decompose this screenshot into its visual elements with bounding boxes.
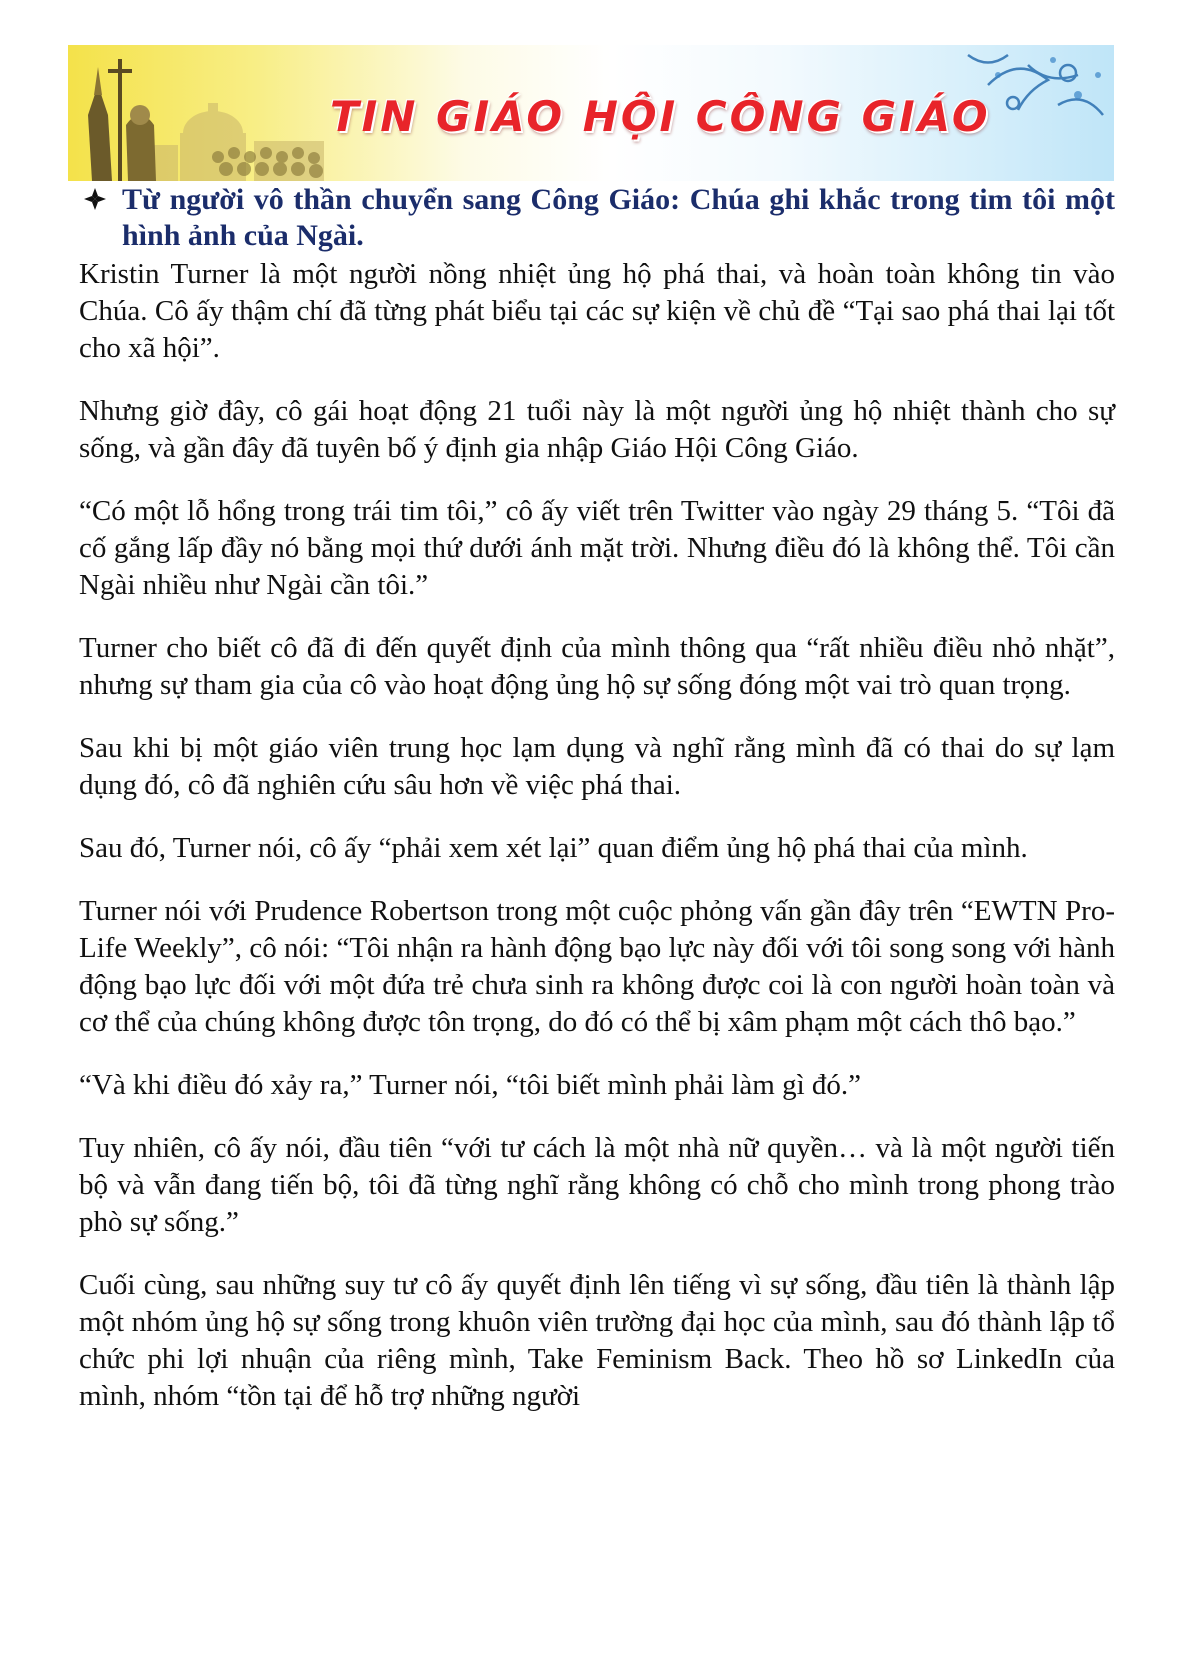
paragraph-2: Nhưng giờ đây, cô gái hoạt động 21 tuổi này là một người ủng hộ nhiệt thành cho sự sống, và gần đây đã tuyên bố ý định gia nhập Giáo Hội Công Giáo. bbox=[79, 395, 1115, 464]
diamond-flower-bullet-icon bbox=[83, 187, 107, 211]
paragraph-1: Kristin Turner là một người nồng nhiệt ủng hộ phá thai, và hoàn toàn không tin vào Chúa. Cô ấy thậm chí đã từng phát biểu tại các sự kiện về chủ đề “Tại sao phá thai lại tốt cho xã hội”. bbox=[79, 258, 1115, 364]
paragraph-10: Cuối cùng, sau những suy tư cô ấy quyết định lên tiếng vì sự sống, đầu tiên là thành lập một nhóm ủng hộ sự sống trong khuôn viên trường đại học của mình, sau đó thành lập tổ chức phi lợi nhuận của riêng mình, Take Feminism Back. Theo hồ sơ LinkedIn của mình, nhóm “tồn tại để hỗ trợ những người bbox=[79, 1269, 1115, 1412]
article bbox=[79, 182, 1115, 1441]
paragraph-6: Sau đó, Turner nói, cô ấy “phải xem xét lại” quan điểm ủng hộ phá thai của mình. bbox=[79, 832, 1028, 864]
paragraph-9: Tuy nhiên, cô ấy nói, đầu tiên “với tư cách là một nhà nữ quyền… và là một người tiến bộ và vẫn đang tiến bộ, tôi đã từng nghĩ rằng không có chỗ cho mình trong phong trào phò sự sống.” bbox=[79, 1132, 1115, 1238]
paragraph-7: Turner nói với Prudence Robertson trong một cuộc phỏng vấn gần đây trên “EWTN Pro-Life Weekly”, cô nói: “Tôi nhận ra hành động bạo lực này đối với tôi song song với hành động bạo lực đối với một đứa trẻ chưa sinh ra không được coi là con người hoàn toàn và cơ thể của chúng không được tôn trọng, do đó có thể bị xâm phạm một cách thô bạo.” bbox=[79, 895, 1115, 1038]
paragraph-3: “Có một lỗ hổng trong trái tim tôi,” cô ấy viết trên Twitter vào ngày 29 tháng 5. “Tôi đã cố gắng lấp đầy nó bằng mọi thứ dưới ánh mặt trời. Nhưng điều đó là không thể. Tôi cần Ngài nhiều như Ngài cần tôi.” bbox=[79, 495, 1115, 601]
article-headline bbox=[79, 182, 1115, 254]
paragraph-4: Turner cho biết cô đã đi đến quyết định của mình thông qua “rất nhiều điều nhỏ nhặt”, nhưng sự tham gia của cô vào hoạt động ủng hộ sự sống đóng một vai trò quan trọng. bbox=[79, 632, 1115, 701]
header-banner bbox=[68, 45, 1114, 181]
paragraph-8: “Và khi điều đó xảy ra,” Turner nói, “tôi biết mình phải làm gì đó.” bbox=[79, 1069, 862, 1101]
paragraph-5: Sau khi bị một giáo viên trung học lạm dụng và nghĩ rằng mình đã có thai do sự lạm dụng đó, cô đã nghiên cứu sâu hơn về việc phá thai. bbox=[79, 732, 1115, 801]
headline-text: Từ người vô thần chuyển sang Công Giáo: Chúa ghi khắc trong tim tôi một hình ảnh của Ngài. bbox=[122, 183, 1115, 252]
banner-title: TIN GIÁO HỘI CÔNG GIÁO bbox=[330, 92, 991, 141]
